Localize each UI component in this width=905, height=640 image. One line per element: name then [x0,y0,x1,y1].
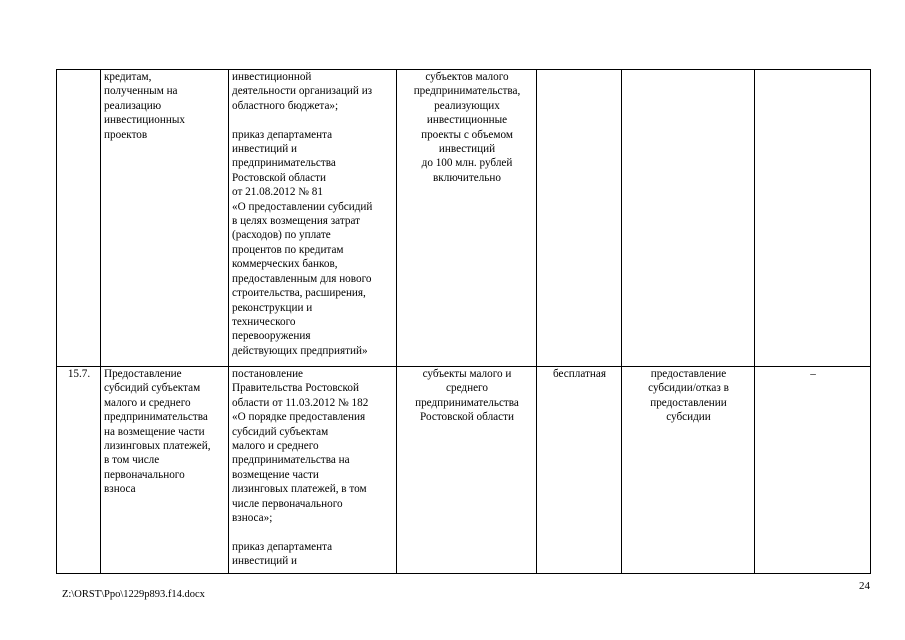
row-number-cell: 15.7. [57,367,101,574]
extra-cell: – [755,367,871,574]
extra-cell [755,70,871,367]
cost-cell: бесплатная [537,367,622,574]
row-number-cell [57,70,101,367]
table-row [57,70,871,367]
services-table [56,69,871,574]
recipients-cell: субъекты малого и среднего предпринимательства Ростовской области [397,367,537,574]
legal-basis-cell: постановление Правительства Ростовской области от 11.03.2012 № 182 «О порядке предоставления субсидий субъектам малого и среднего предпринимательства на возмещение части лизинговых платежей, в том числе первоначального взноса»; приказ департамента инвестиций и [229,367,397,574]
result-cell [622,70,755,367]
recipients-cell: субъектов малого предпринимательства, реализующих инвестиционные проекты с объемом инвестиций до 100 млн. рублей включительно [397,70,537,367]
service-name-cell: Предоставление субсидий субъектам малого и среднего предпринимательства на возмещение части лизинговых платежей, в том числе первоначального взноса [101,367,229,574]
cost-cell [537,70,622,367]
table-row [57,367,871,574]
result-cell: предоставление субсидии/отказ в предоставлении субсидии [622,367,755,574]
service-name-cell: кредитам, полученным на реализацию инвестиционных проектов [101,70,229,367]
legal-basis-cell: инвестиционной деятельности организаций из областного бюджета»; приказ департамента инвестиций и предпринимательства Ростовской области от 21.08.2012 № 81 «О предоставлении субсидий в целях возмещения затрат (расходов) по уплате процентов по кредитам коммерческих банков, предоставленным для нового строительства, расширения, реконструкции и технического перевооружения действующих предприятий» [229,70,397,367]
file-path-footer: Z:\ORST\Ppo\1229p893.f14.docx [62,589,205,600]
page-number: 24 [859,580,870,592]
